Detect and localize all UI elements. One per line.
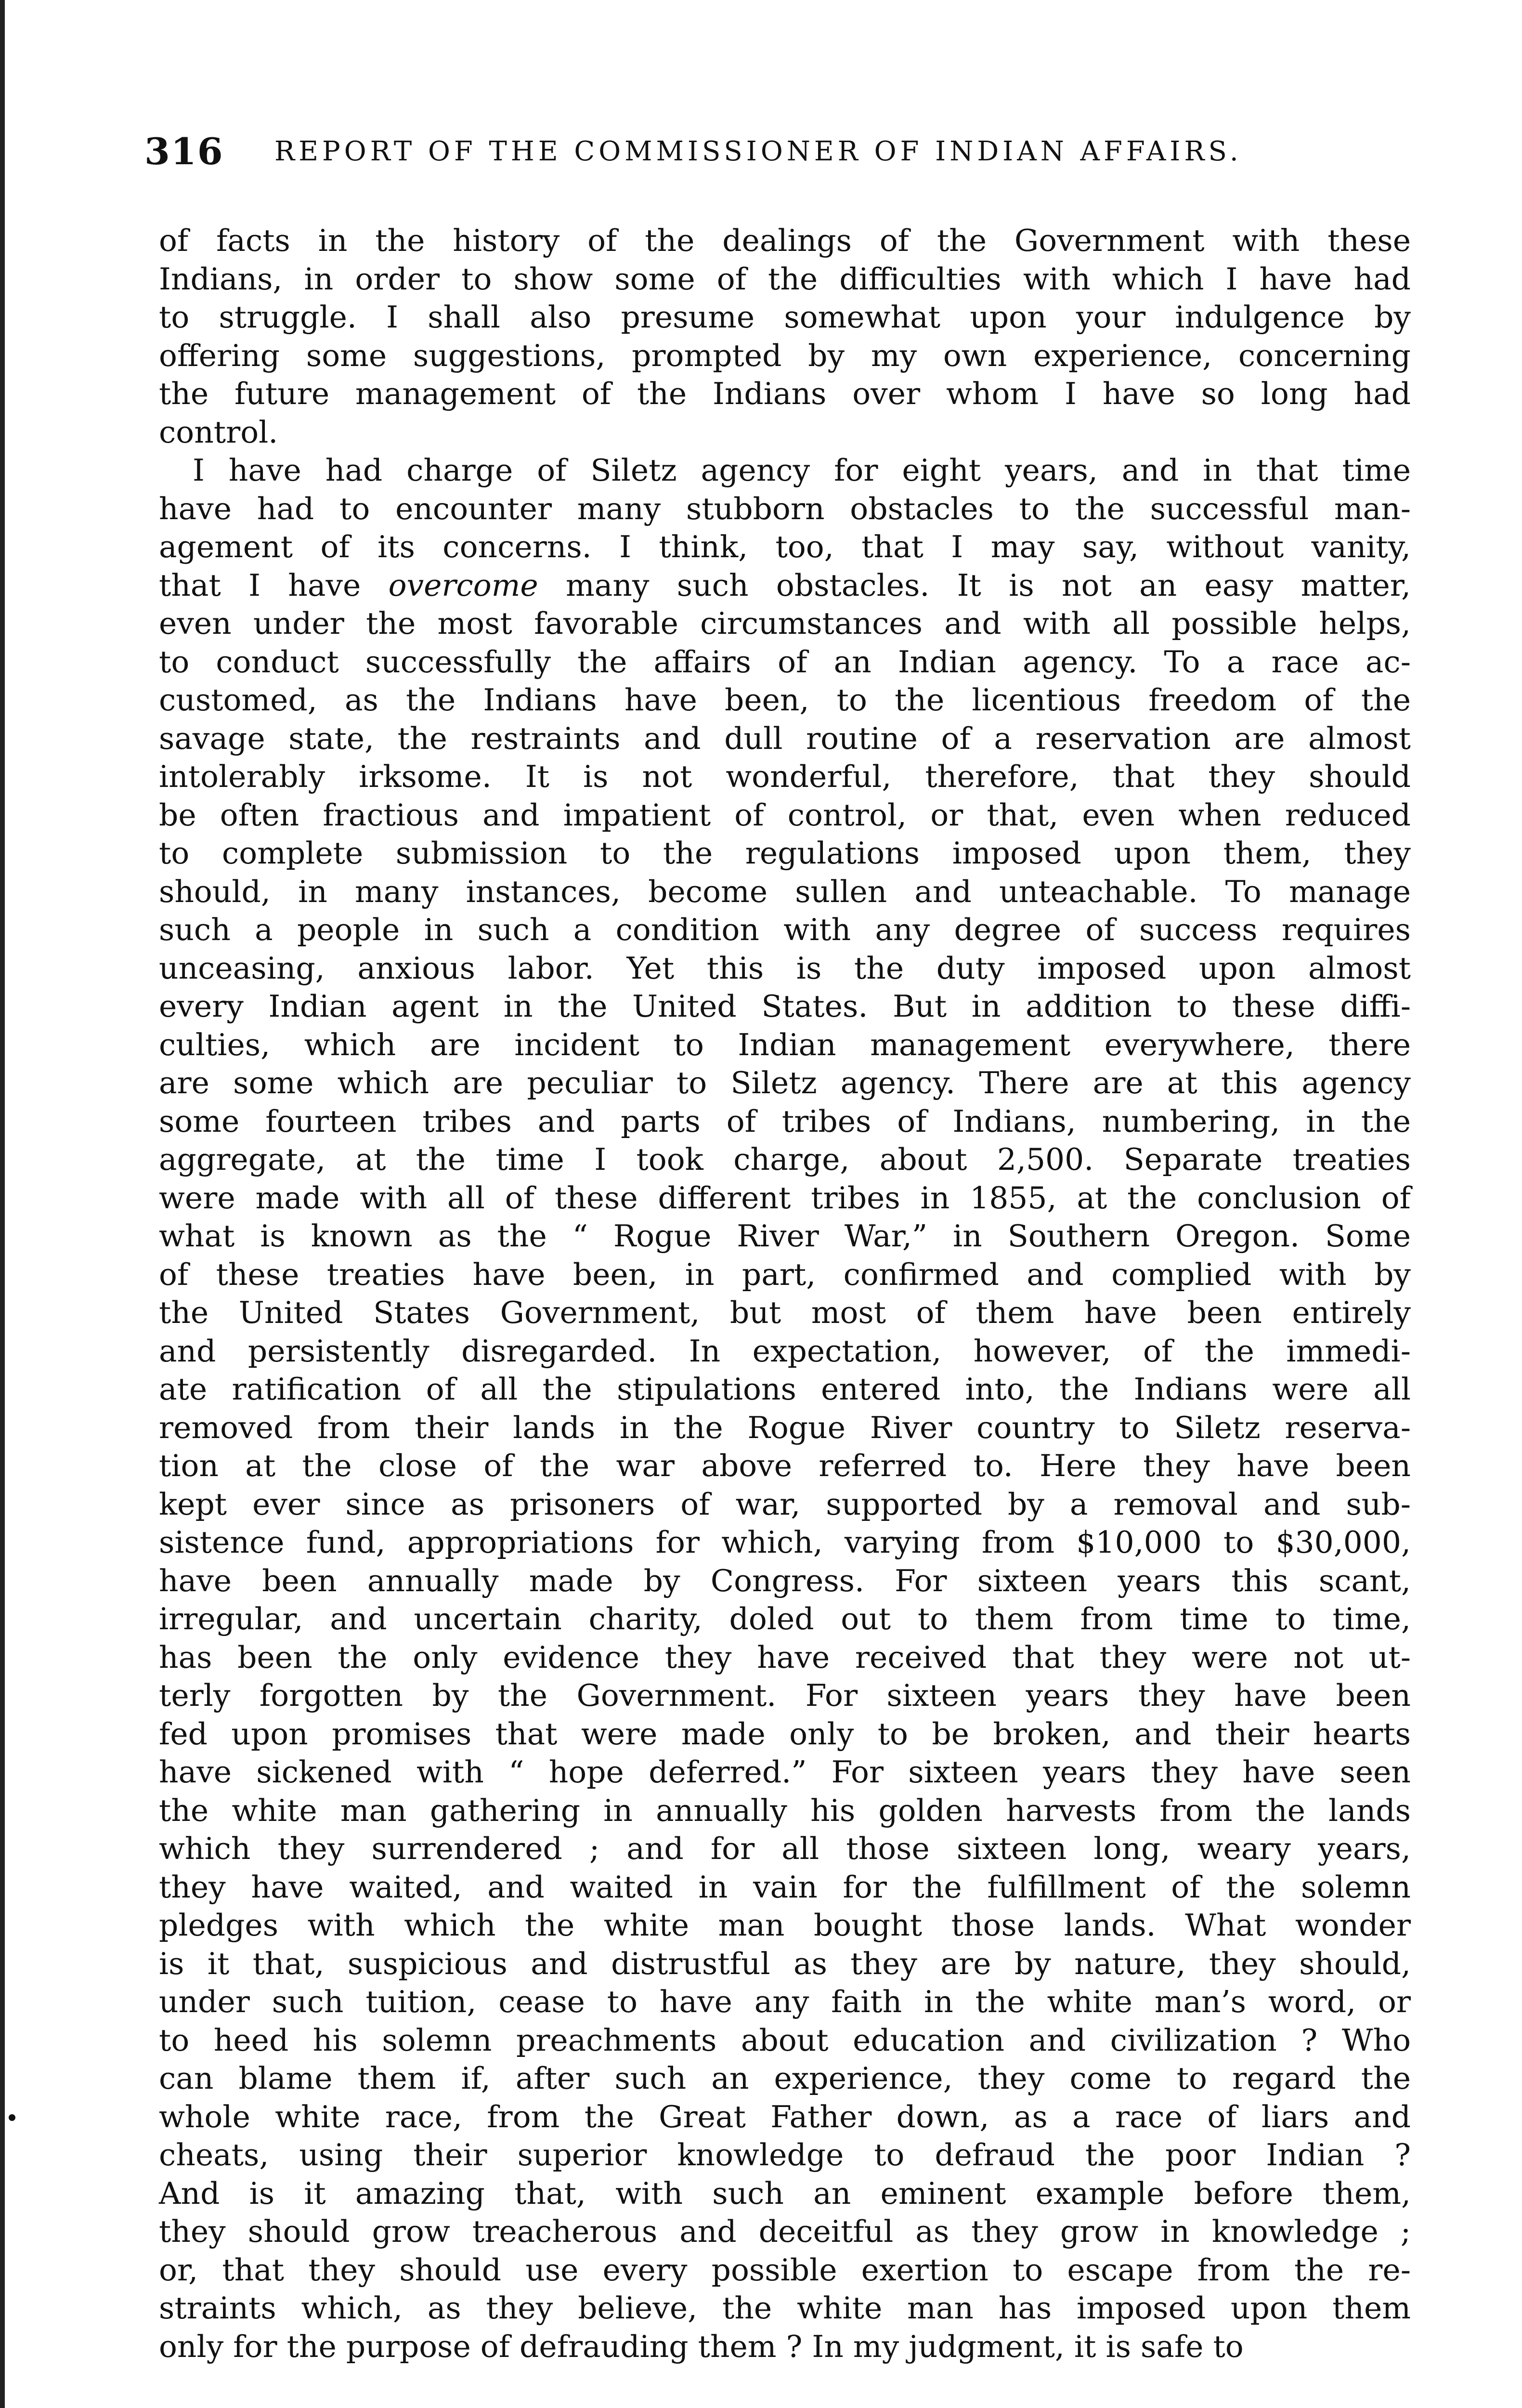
text-line: and persistently disregarded. In expectation, however, of the immedi-	[159, 1333, 1411, 1369]
text-line: were made with all of these different tribes in 1855, at the conclusion of	[159, 1180, 1411, 1216]
text-line: even under the most favorable circumstances and with all possible helps,	[159, 606, 1411, 641]
paragraph	[159, 222, 1411, 451]
text-line: which they surrendered ; and for all those sixteen long, weary years,	[159, 1831, 1411, 1866]
running-head: REPORT OF THE COMMISSIONER OF INDIAN AFFAIRS.	[274, 136, 1242, 167]
stray-ink-mark	[9, 2114, 15, 2121]
text-line: the white man gathering in annually his golden harvests from the lands	[159, 1793, 1411, 1828]
text-line: of facts in the history of the dealings of the Government with these	[159, 223, 1411, 258]
text-line: they have waited, and waited in vain for the fulfillment of the solemn	[159, 1869, 1411, 1905]
text-line: what is known as the “ Rogue River War,” in Southern Oregon. Some	[159, 1218, 1411, 1254]
text-line: customed, as the Indians have been, to the licentious freedom of the	[159, 682, 1411, 718]
text-line: be often fractious and impatient of control, or that, even when reduced	[159, 797, 1411, 833]
body-text	[159, 222, 1411, 2366]
text-line: to struggle. I shall also presume somewhat upon your indulgence by	[159, 300, 1411, 335]
text-line: irregular, and uncertain charity, doled out to them from time to time,	[159, 1601, 1411, 1636]
text-line: offering some suggestions, prompted by my own experience, concerning	[159, 338, 1411, 373]
emphasis: overcome	[388, 567, 538, 603]
text-line: have been annually made by Congress. For sixteen years this scant,	[159, 1563, 1411, 1598]
text-line: removed from their lands in the Rogue River country to Siletz reserva-	[159, 1410, 1411, 1445]
text-line: have sickened with “ hope deferred.” For sixteen years they have seen	[159, 1754, 1411, 1790]
text-line: fed upon promises that were made only to be broken, and their hearts	[159, 1716, 1411, 1752]
text-line: have had to encounter many stubborn obstacles to the successful man-	[159, 491, 1411, 526]
text-line: terly forgotten by the Government. For sixteen years they have been	[159, 1678, 1411, 1713]
text-line: under such tuition, cease to have any faith in the white man’s word, or	[159, 1984, 1411, 2019]
text-line: the future management of the Indians over whom I have so long had	[159, 376, 1411, 411]
text-line: control.	[159, 414, 278, 450]
text-line: to complete submission to the regulations imposed upon them, they	[159, 836, 1411, 871]
text-line: Indians, in order to show some of the difficulties with which I have had	[159, 261, 1411, 297]
text-line: some fourteen tribes and parts of tribes of Indians, numbering, in the	[159, 1103, 1411, 1139]
text-line: tion at the close of the war above referred to. Here they have been	[159, 1448, 1411, 1483]
text-line: kept ever since as prisoners of war, supported by a removal and sub-	[159, 1486, 1411, 1522]
page-header	[144, 130, 1416, 183]
text-line: I have had charge of Siletz agency for eight years, and in that time	[193, 453, 1411, 488]
paragraph	[159, 451, 1411, 2366]
text-line: to conduct successfully the affairs of an Indian agency. To a race ac-	[159, 644, 1411, 680]
text-line: only for the purpose of defrauding them ? In my judgment, it is safe to	[159, 2329, 1244, 2364]
scan-edge	[0, 0, 5, 2408]
text-line: culties, which are incident to Indian management everywhere, there	[159, 1027, 1411, 1062]
text-line: can blame them if, after such an experience, they come to regard the	[159, 2061, 1411, 2096]
text-line: cheats, using their superior knowledge to defraud the poor Indian ?	[159, 2137, 1411, 2172]
text-line: they should grow treacherous and deceitful as they grow in knowledge ;	[159, 2214, 1411, 2249]
text-line: ate ratification of all the stipulations entered into, the Indians were all	[159, 1372, 1411, 1407]
text-line: whole white race, from the Great Father down, as a race of liars and	[159, 2099, 1411, 2134]
text-line: is it that, suspicious and distrustful as they are by nature, they should,	[159, 1946, 1411, 1981]
text-line: intolerably irksome. It is not wonderful, therefore, that they should	[159, 759, 1411, 794]
text-line: to heed his solemn preachments about education and civilization ? Who	[159, 2022, 1411, 2058]
text-line: And is it amazing that, with such an eminent example before them,	[159, 2175, 1411, 2211]
text-line: pledges with which the white man bought those lands. What wonder	[159, 1908, 1411, 1943]
text-line: are some which are peculiar to Siletz agency. There are at this agency	[159, 1065, 1411, 1100]
text-line: should, in many instances, become sullen and unteachable. To manage	[159, 874, 1411, 909]
text-line: that I have overcome many such obstacles. It is not an easy matter,	[159, 567, 1411, 603]
text-line: or, that they should use every possible exertion to escape from the re-	[159, 2252, 1411, 2288]
text-line: such a people in such a condition with any degree of success requires	[159, 912, 1411, 947]
text-line: every Indian agent in the United States. But in addition to these diffi-	[159, 989, 1411, 1024]
text-line: of these treaties have been, in part, confirmed and complied with by	[159, 1256, 1411, 1292]
text-line: sistence fund, appropriations for which, varying from $10,000 to $30,000,	[159, 1525, 1411, 1560]
text-line: has been the only evidence they have received that they were not ut-	[159, 1639, 1411, 1675]
text-line: unceasing, anxious labor. Yet this is the duty imposed upon almost	[159, 950, 1411, 986]
text-line: savage state, the restraints and dull routine of a reservation are almost	[159, 720, 1411, 756]
text-line: the United States Government, but most of them have been entirely	[159, 1295, 1411, 1330]
text-line: straints which, as they believe, the white man has imposed upon them	[159, 2290, 1411, 2326]
text-line: agement of its concerns. I think, too, that I may say, without vanity,	[159, 529, 1411, 564]
text-line: aggregate, at the time I took charge, about 2,500. Separate treaties	[159, 1142, 1411, 1177]
page-number: 316	[144, 130, 224, 173]
